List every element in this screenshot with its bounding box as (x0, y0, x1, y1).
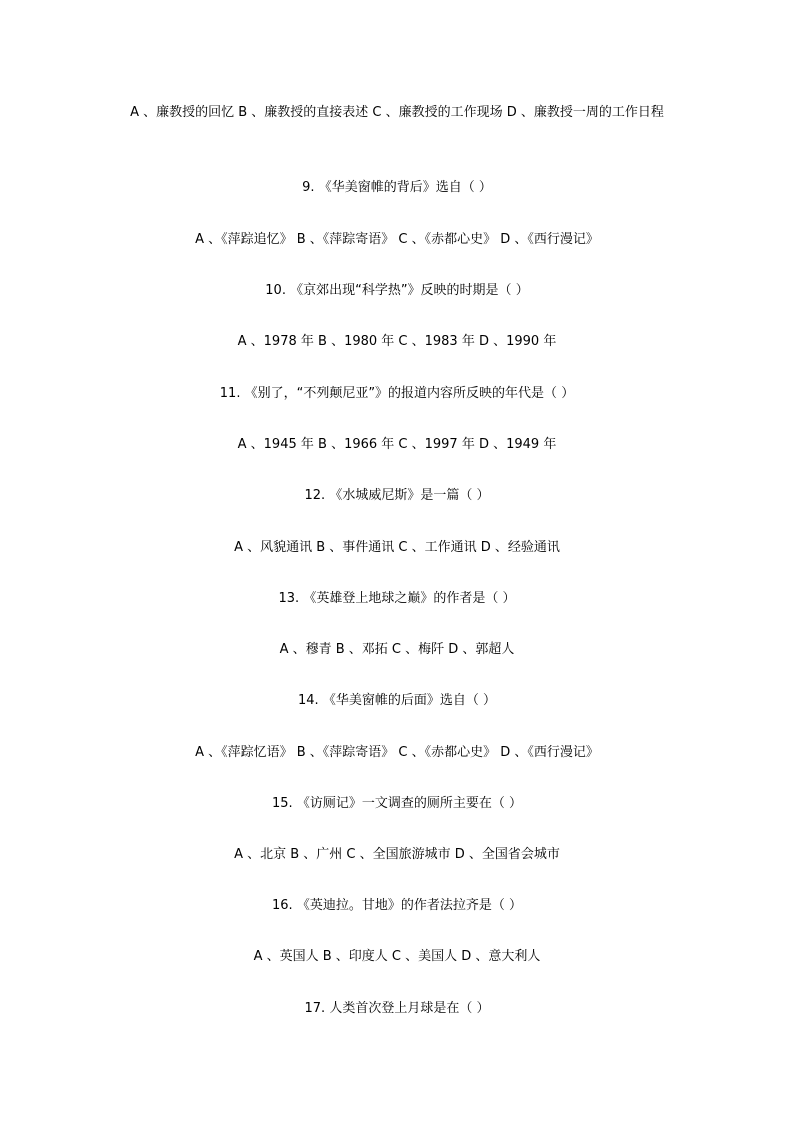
answer-options-14: A 、《萍踪忆语》 B 、《萍踪寄语》 C 、《赤都心史》 D 、《西行漫记》 (195, 745, 599, 760)
answer-options-8: A 、廉教授的回忆 B 、廉教授的直接表述 C 、廉教授的工作现场 D 、廉教授一周的工作日程 (130, 105, 664, 120)
answer-options-15: A 、北京 B 、广州 C 、全国旅游城市 D 、全国省会城市 (234, 847, 560, 862)
question-17: 17. 人类首次登上月球是在（ ） (304, 1001, 490, 1016)
question-14: 14. 《华美窗帷的后面》选自（ ） (298, 693, 496, 708)
question-13: 13. 《英雄登上地球之巅》的作者是（ ） (278, 591, 516, 606)
question-15: 15. 《访厕记》一文调查的厕所主要在（ ） (272, 796, 522, 811)
answer-options-12: A 、风貌通讯 B 、事件通讯 C 、工作通讯 D 、经验通讯 (234, 540, 560, 555)
question-16: 16. 《英迪拉。甘地》的作者法拉齐是（ ） (272, 898, 522, 913)
answer-options-13: A 、穆青 B 、邓拓 C 、梅阡 D 、郭超人 (279, 642, 515, 657)
answer-options-11: A 、1945 年 B 、1966 年 C 、1997 年 D 、1949 年 (237, 437, 557, 452)
answer-options-10: A 、1978 年 B 、1980 年 C 、1983 年 D 、1990 年 (237, 334, 557, 349)
question-10: 10. 《京郊出现“科学热”》反映的时期是（ ） (265, 283, 529, 298)
question-11: 11. 《别了，“不列颠尼亚”》的报道内容所反映的年代是（ ） (219, 386, 575, 401)
answer-options-16: A 、英国人 B 、印度人 C 、美国人 D 、意大利人 (253, 949, 541, 964)
question-12: 12. 《水城威尼斯》是一篇（ ） (304, 488, 490, 503)
question-9: 9. 《华美窗帷的背后》选自（ ） (302, 180, 492, 195)
answer-options-9: A 、《萍踪追忆》 B 、《萍踪寄语》 C 、《赤都心史》 D 、《西行漫记》 (195, 232, 599, 247)
